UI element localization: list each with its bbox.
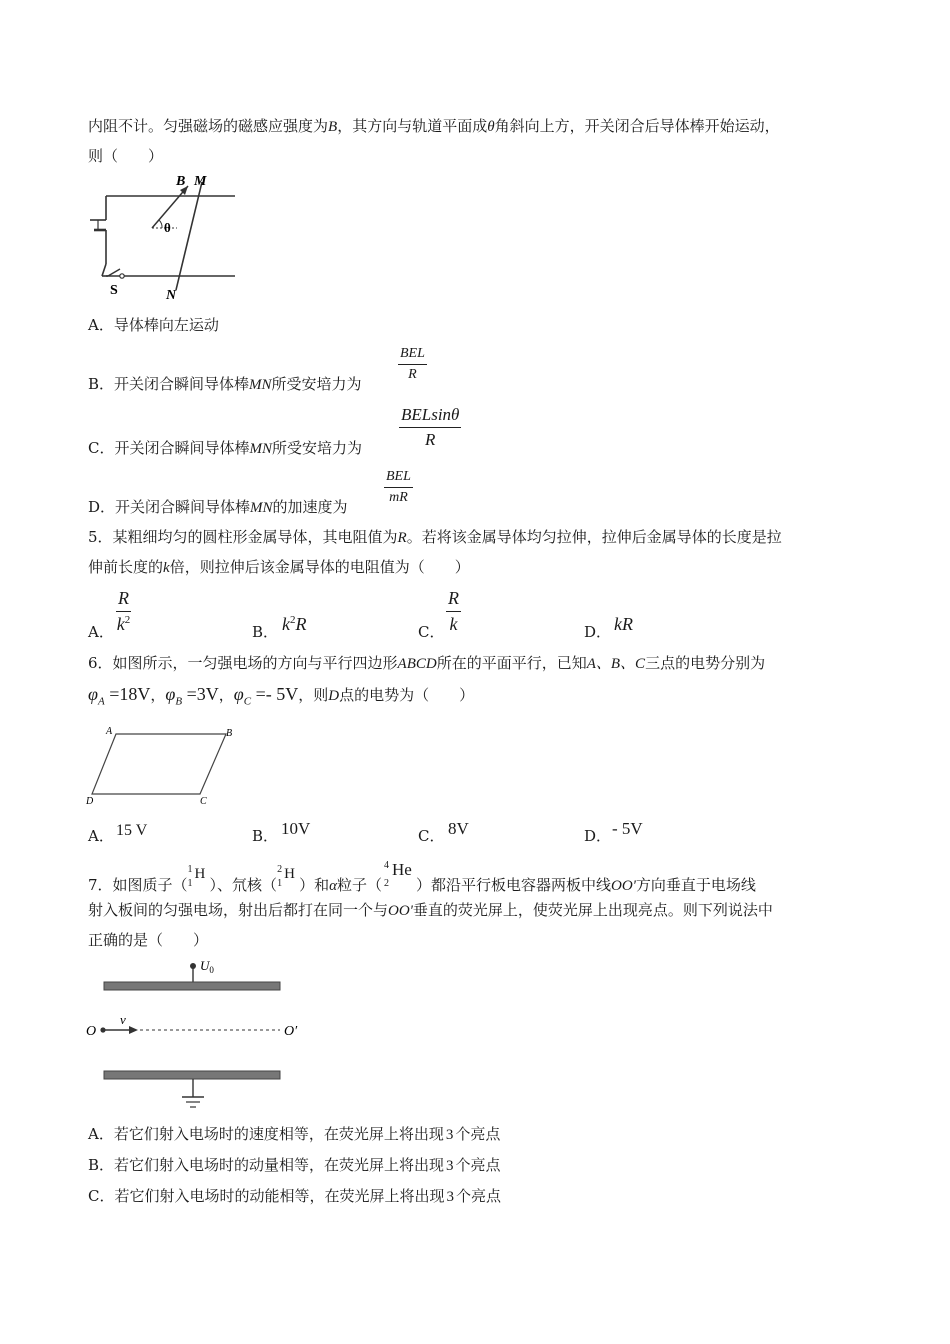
phi-c-value: =- 5V: [255, 684, 299, 704]
q7-stem-paren: 正确的是（ ）: [88, 931, 209, 949]
option-text: 开关闭合瞬间导体棒: [115, 498, 251, 516]
option-text: 若它们射入电场时的速度相等，在荧光屏上将出现: [113, 1125, 444, 1143]
option-tail: 个亮点: [455, 1156, 501, 1174]
q5-stem-text-c: 伸前长度的: [88, 558, 164, 576]
option-tail: 所受安培力为: [272, 439, 363, 457]
q6-option-b[interactable]: [252, 826, 278, 846]
option-letter: B．: [252, 827, 279, 845]
q7-stem-text-b: ）、氘核（: [209, 876, 278, 894]
q7-stem-line2: [88, 900, 773, 921]
label-u: U: [200, 958, 210, 973]
q7-option-b[interactable]: [88, 1155, 501, 1176]
nuclide-charge: 2: [383, 878, 389, 889]
nuclide-deuteron: [277, 864, 299, 890]
expr-base: k: [282, 614, 290, 634]
label-O-prime: O′: [284, 1024, 298, 1039]
q7-option-a[interactable]: [88, 1124, 500, 1145]
separator: ，: [150, 688, 166, 704]
q4-option-d[interactable]: [88, 497, 348, 518]
var-alpha: α: [329, 878, 337, 894]
option-letter: B．: [252, 623, 279, 641]
q7-option-c[interactable]: [88, 1186, 501, 1207]
nuclide-mass: 1: [187, 864, 193, 875]
q6-b-value: 10V: [281, 819, 311, 838]
fraction-denominator: k: [449, 614, 458, 634]
label-theta: θ: [164, 220, 171, 235]
nuclide-charge: 1: [187, 878, 193, 889]
q5-option-d[interactable]: [584, 622, 611, 642]
option-tail: 个亮点: [455, 1125, 501, 1143]
lower-plate: [104, 1071, 280, 1079]
option-tail: 个亮点: [456, 1187, 502, 1205]
q5-c-fraction: [446, 588, 461, 635]
var-ABC: A、B、C: [586, 656, 646, 672]
q5-stem-text-d: 倍，则拉伸后该金属导体的电阻值为（ ）: [169, 558, 470, 576]
label-O: O: [86, 1024, 97, 1039]
nuclide-symbol: H: [194, 866, 206, 882]
var-OO: OO': [388, 903, 413, 919]
particle-dot: [100, 1027, 105, 1032]
var-B: B: [328, 119, 338, 135]
q7-stem-text-h: 垂直的荧光屏上，使荧光屏上出现亮点。则下列说法中: [412, 901, 773, 919]
label-u-subscript: 0: [209, 965, 214, 975]
q6-option-a[interactable]: [88, 826, 114, 846]
parallelogram-figure: [84, 724, 234, 808]
q6-stem-text-c: 三点的电势分别为: [645, 654, 766, 672]
q5-d-value: kR: [614, 614, 633, 634]
var-k: k: [163, 560, 170, 576]
phi-a-value: =18V: [109, 684, 151, 704]
q6-stem-text-b: 所在的平面平行，已知: [436, 654, 587, 672]
var-theta: θ: [487, 119, 495, 135]
q5-a-fraction: [116, 588, 131, 635]
option-letter: A．: [88, 827, 114, 845]
q4-stem-line1: [88, 116, 780, 137]
option-number: 3: [445, 1127, 454, 1143]
option-letter: A．: [88, 1125, 114, 1143]
q6-c-value: 8V: [448, 819, 469, 838]
separator: ，: [218, 688, 234, 704]
fraction-numerator: BELsinθ: [399, 405, 461, 428]
var-MN: MN: [249, 441, 272, 457]
nuclide-symbol: He: [391, 860, 412, 879]
q7-stem-text-f: 方向垂直于电场线: [635, 876, 756, 894]
den-base: k: [116, 614, 125, 634]
option-text: 开关闭合瞬间导体棒: [114, 439, 250, 457]
nuclide-charge: 1: [277, 878, 283, 889]
q4-option-c[interactable]: [88, 438, 362, 459]
phi-c-subscript: C: [243, 695, 252, 708]
q7-stem-line3: [88, 930, 208, 950]
q7-stem-text-e: ）都沿平行板电容器两板中线: [415, 876, 611, 894]
q7-stem-line1: [88, 860, 756, 896]
q4-option-b[interactable]: [88, 374, 362, 395]
option-number: 3: [446, 1158, 454, 1174]
option-number: 3: [446, 1189, 454, 1205]
option-letter: C．: [418, 623, 445, 641]
var-OO: OO': [610, 878, 636, 894]
q4-c-fraction: [399, 405, 461, 450]
option-letter: D．: [584, 827, 612, 845]
rail-circuit-figure: [80, 168, 250, 303]
phi-symbol: φ: [233, 684, 244, 704]
q6-stem-tail: ，则: [298, 686, 329, 704]
q6-a-value: 15 V: [116, 822, 148, 839]
phi-symbol: φ: [165, 684, 176, 704]
var-R: R: [397, 530, 407, 546]
fraction-numerator: R: [446, 588, 461, 612]
var-MN: MN: [249, 377, 272, 393]
nuclide-symbol: H: [284, 866, 295, 882]
q6-potential-values: [88, 684, 474, 708]
label-S: S: [110, 283, 118, 298]
q7-stem-text-d: 粒子（: [336, 876, 382, 894]
q5-option-b[interactable]: [252, 622, 278, 642]
fraction-numerator: R: [116, 588, 131, 612]
fraction-numerator: BEL: [384, 469, 413, 488]
fraction-denominator: R: [425, 430, 436, 449]
label-v: v: [120, 1012, 126, 1027]
nuclide-mass: 4: [383, 860, 389, 871]
fraction-denominator: mR: [389, 490, 408, 505]
q4-stem-text-c: 角斜向上方，开关闭合后导体棒开始运动，: [494, 117, 780, 135]
parallelogram-abcd: [92, 734, 226, 794]
option-tail: 的加速度为: [272, 498, 348, 516]
option-letter: C．: [88, 439, 115, 457]
option-tail: 所受安培力为: [271, 375, 362, 393]
label-C: C: [200, 796, 207, 807]
expr-tail: R: [295, 614, 307, 634]
q7-stem-text: 7．如图质子（: [88, 876, 188, 894]
option-letter: A．: [88, 623, 114, 641]
q4-stem-paren: 则（ ）: [88, 147, 164, 165]
label-u0: [200, 958, 214, 975]
option-text: 若它们射入电场时的动量相等，在荧光屏上将出现: [114, 1156, 445, 1174]
q4-b-fraction: [398, 346, 427, 383]
phi-a-subscript: A: [97, 695, 105, 708]
nuclide-proton: [187, 864, 210, 890]
q5-stem-line2: [88, 557, 470, 578]
var-D: D: [328, 688, 340, 704]
den-exponent: 2: [124, 614, 131, 626]
switch-contact: [120, 274, 124, 278]
q6-option-c[interactable]: [418, 826, 444, 846]
option-text: 若它们射入电场时的动能相等，在荧光屏上将出现: [114, 1187, 445, 1205]
option-letter: C．: [88, 1187, 115, 1205]
terminal-u0: [190, 963, 196, 969]
q6-d-value: - 5V: [612, 819, 643, 838]
q6-stem-tail-b: 点的电势为（ ）: [339, 686, 475, 704]
capacitor-figure: [84, 955, 314, 1115]
option-letter: D．: [584, 623, 612, 641]
q5-option-a[interactable]: [88, 622, 114, 642]
option-letter: A．: [88, 316, 114, 334]
fraction-denominator: [116, 612, 131, 635]
label-M: M: [194, 174, 207, 189]
label-A: A: [106, 726, 113, 737]
expr-exponent: 2: [290, 614, 296, 626]
label-N: N: [166, 288, 177, 303]
label-D: D: [86, 796, 94, 807]
q5-option-c[interactable]: [418, 622, 444, 642]
conductor-rod-mn: [176, 182, 202, 290]
fraction-denominator: R: [408, 367, 417, 382]
q4-option-a[interactable]: [88, 315, 219, 335]
q7-stem-text-g: 射入板间的匀强电场，射出后都打在同一个与: [88, 901, 389, 919]
option-letter: D．: [88, 498, 116, 516]
phi-b-value: =3V: [186, 684, 219, 704]
option-text: 开关闭合瞬间导体棒: [114, 375, 250, 393]
option-letter: B．: [88, 1156, 115, 1174]
nuclide-mass: 2: [277, 864, 283, 875]
q6-stem-line1: [88, 653, 765, 674]
q7-stem-text-c: ）和: [299, 876, 330, 894]
q5-stem-text: 5．某粗细均匀的圆柱形金属导体，其电阻值为: [88, 528, 398, 546]
q6-stem-text: 6．如图所示，一匀强电场的方向与平行四边形: [88, 654, 398, 672]
q6-option-d[interactable]: [584, 826, 611, 846]
q4-d-fraction: [384, 469, 413, 506]
q5-b-expression: [282, 614, 307, 635]
fraction-numerator: BEL: [398, 346, 427, 365]
phi-symbol: φ: [88, 684, 98, 704]
option-letter: B．: [88, 375, 115, 393]
label-B: B: [226, 728, 233, 739]
nuclide-alpha: [382, 860, 416, 890]
q4-stem-text-b: ，其方向与轨道平面成: [337, 117, 488, 135]
option-letter: C．: [418, 827, 445, 845]
q4-stem-line2: [88, 146, 163, 166]
label-B: B: [176, 174, 186, 189]
phi-b-subscript: B: [175, 695, 183, 708]
q5-stem-line1: [88, 527, 782, 548]
option-text: 导体棒向左运动: [113, 316, 219, 334]
var-MN: MN: [250, 500, 273, 516]
q4-stem-text: 内阻不计。匀强磁场的磁感应强度为: [88, 117, 329, 135]
q5-stem-text-b: 。若将该金属导体均匀拉伸，拉伸后金属导体的长度是拉: [406, 528, 782, 546]
upper-plate: [104, 982, 280, 990]
switch-lever: [108, 269, 120, 276]
var-ABCD: ABCD: [397, 656, 437, 672]
